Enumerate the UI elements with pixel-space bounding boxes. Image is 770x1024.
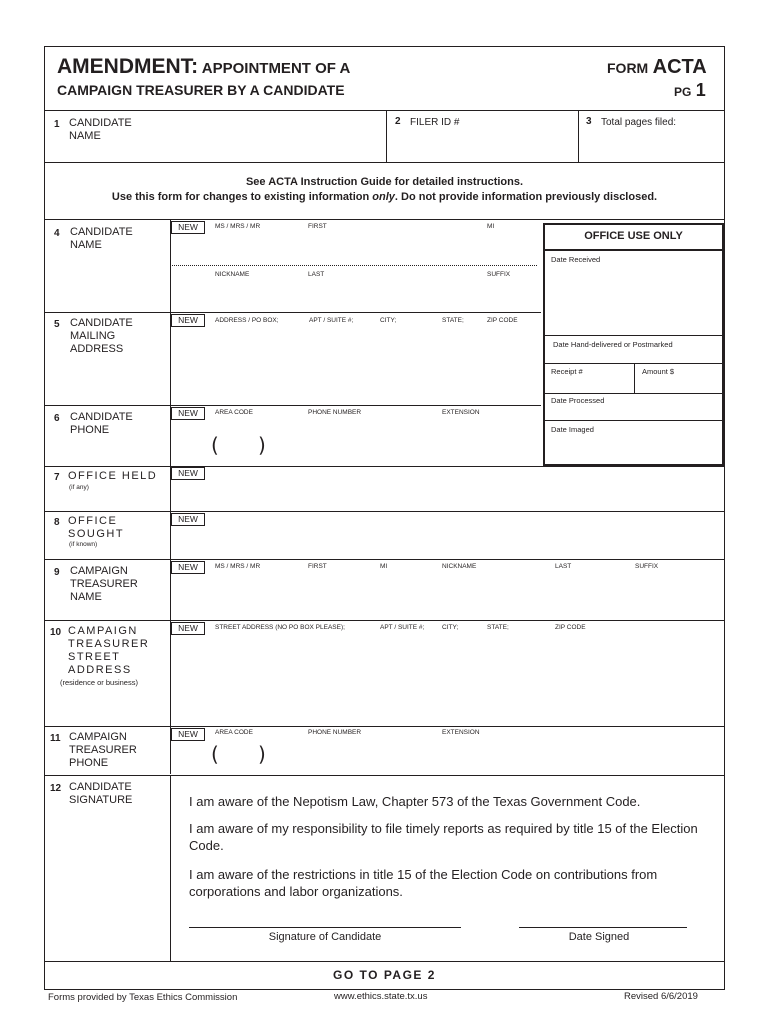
- office-sought-input[interactable]: [210, 515, 720, 555]
- f10-zip: ZIP CODE: [555, 624, 586, 631]
- field-6-new-checkbox[interactable]: NEW: [171, 407, 205, 420]
- f6-paren-close: ): [258, 433, 266, 457]
- office-held-input[interactable]: [210, 470, 720, 508]
- go-to-page-2: GO TO PAGE 2: [333, 968, 436, 982]
- instructions-line-1: See ACTA Instruction Guide for detailed instructions.: [245, 176, 524, 188]
- field-10-label: CAMPAIGN TREASURER STREET ADDRESS: [68, 625, 150, 676]
- footer-left: Forms provided by Texas Ethics Commission: [48, 992, 238, 1003]
- field-6-number: 6: [54, 413, 60, 424]
- field-12-label: CANDIDATE SIGNATURE: [69, 781, 133, 806]
- signature-line[interactable]: [189, 927, 461, 928]
- field-10-sub: (residence or business): [60, 678, 138, 687]
- field-8-new-checkbox[interactable]: NEW: [171, 513, 205, 526]
- field-4-new-checkbox[interactable]: NEW: [171, 221, 205, 234]
- f10-street: STREET ADDRESS (NO PO BOX PLEASE);: [215, 624, 345, 631]
- f9-last: LAST: [555, 563, 572, 570]
- field-8-label: OFFICE SOUGHT: [68, 515, 125, 540]
- office-date-imaged: Date Imaged: [551, 425, 594, 434]
- treasurer-phone-input[interactable]: [222, 742, 532, 770]
- title-amendment: AMENDMENT:: [57, 55, 199, 78]
- f6-ext: EXTENSION: [442, 409, 480, 416]
- field-6-label: CANDIDATE PHONE: [70, 411, 133, 436]
- candidate-address-input[interactable]: [175, 330, 537, 402]
- field-4-number: 4: [54, 228, 60, 239]
- f11-phone: PHONE NUMBER: [308, 729, 362, 736]
- candidate-name-input[interactable]: [160, 112, 384, 161]
- f4-nickname: NICKNAME: [215, 271, 250, 278]
- footer-right: Revised 6/6/2019: [624, 991, 698, 1002]
- field-3-number: 3: [586, 116, 592, 127]
- f6-paren-open: (: [211, 433, 219, 457]
- instr-2b: . Do not provide information previously disclosed.: [394, 191, 658, 203]
- f9-ms: MS / MRS / MR: [215, 563, 261, 570]
- pg-num: 1: [695, 80, 706, 100]
- f6-phone: PHONE NUMBER: [308, 409, 362, 416]
- f4-last: LAST: [308, 271, 325, 278]
- field-2-number: 2: [395, 116, 401, 127]
- office-date-hand: Date Hand-delivered or Postmarked: [553, 340, 673, 349]
- page-number: [674, 80, 706, 101]
- treasurer-name-input[interactable]: [175, 576, 720, 618]
- field-9-label: CAMPAIGN TREASURER NAME: [70, 565, 138, 603]
- f5-address: ADDRESS / PO BOX;: [215, 317, 279, 324]
- filer-id-input[interactable]: [388, 130, 576, 160]
- field-4-label: CANDIDATE NAME: [70, 226, 133, 251]
- f5-apt: APT / SUITE #;: [309, 317, 354, 324]
- f6-area: AREA CODE: [215, 409, 253, 416]
- field-5-label: CANDIDATE MAILING ADDRESS: [70, 317, 133, 355]
- field-8-number: 8: [54, 517, 60, 528]
- form-title: [57, 55, 350, 79]
- form-word: FORM: [607, 60, 649, 76]
- f5-city: CITY;: [380, 317, 397, 324]
- f9-mi: MI: [380, 563, 388, 570]
- field-5-number: 5: [54, 319, 60, 330]
- f9-first: FIRST: [308, 563, 327, 570]
- pg-word: PG: [674, 85, 692, 99]
- field-7-new-checkbox[interactable]: NEW: [171, 467, 205, 480]
- form-code-value: ACTA: [652, 56, 707, 78]
- f5-state: STATE;: [442, 317, 464, 324]
- f9-nickname: NICKNAME: [442, 563, 477, 570]
- field-11-new-checkbox[interactable]: NEW: [171, 728, 205, 741]
- instructions-line-2: [44, 191, 725, 203]
- signature-label: Signature of Candidate: [268, 931, 382, 943]
- statement-nepotism: I am aware of the Nepotism Law, Chapter 573 of the Texas Government Code.: [189, 794, 641, 809]
- field-7-number: 7: [54, 472, 60, 483]
- office-receipt: Receipt #: [551, 367, 583, 376]
- field-11-number: 11: [50, 733, 61, 744]
- f11-ext: EXTENSION: [442, 729, 480, 736]
- f11-paren-close: ): [258, 742, 266, 766]
- instr-2a: Use this form for changes to existing information: [111, 191, 373, 203]
- f11-paren-open: (: [211, 742, 219, 766]
- f10-apt: APT / SUITE #;: [380, 624, 425, 631]
- date-signed-line[interactable]: [519, 927, 687, 928]
- instr-only: only: [372, 191, 395, 203]
- statement-restrictions: I am aware of the restrictions in title 15 of the Election Code on contributions from corporations and labor organizations.: [189, 867, 658, 899]
- f9-suffix: SUFFIX: [635, 563, 659, 570]
- f4-suffix: SUFFIX: [487, 271, 511, 278]
- field-3-label: Total pages filed:: [601, 117, 677, 128]
- field-7-label: OFFICE HELD: [68, 470, 158, 482]
- field-2-label: FILER ID #: [410, 117, 460, 128]
- field-9-number: 9: [54, 567, 60, 578]
- field-10-new-checkbox[interactable]: NEW: [171, 622, 205, 635]
- field-8-sub: (if known): [69, 541, 98, 548]
- field-10-number: 10: [50, 627, 62, 638]
- office-use-title: OFFICE USE ONLY: [584, 230, 683, 242]
- f4-ms: MS / MRS / MR: [215, 223, 261, 230]
- f10-state: STATE;: [487, 624, 509, 631]
- candidate-full-name-input[interactable]: [210, 232, 535, 262]
- f4-first: FIRST: [308, 223, 327, 230]
- f5-zip: ZIP CODE: [487, 317, 518, 324]
- f10-city: CITY;: [442, 624, 459, 631]
- form-subtitle: CAMPAIGN TREASURER BY A CANDIDATE: [57, 82, 345, 98]
- f4-mi: MI: [487, 223, 495, 230]
- office-date-received: Date Received: [551, 255, 601, 264]
- treasurer-address-input[interactable]: [175, 637, 720, 722]
- footer-center[interactable]: www.ethics.state.tx.us: [334, 991, 428, 1002]
- office-amount: Amount $: [642, 367, 675, 376]
- field-7-sub: (if any): [69, 484, 89, 491]
- total-pages-input[interactable]: [580, 130, 722, 160]
- office-date-processed: Date Processed: [551, 396, 605, 405]
- date-signed-label: Date Signed: [568, 931, 630, 943]
- field-11-label: CAMPAIGN TREASURER PHONE: [69, 731, 137, 769]
- candidate-phone-input[interactable]: [222, 432, 532, 460]
- field-1-number: 1: [54, 119, 60, 130]
- statement-reports: I am aware of my responsibility to file timely reports as required by title 15 of the Election Code.: [189, 821, 698, 853]
- field-5-new-checkbox[interactable]: NEW: [171, 314, 205, 327]
- f11-area: AREA CODE: [215, 729, 253, 736]
- field-1-label: CANDIDATE NAME: [69, 117, 132, 142]
- form-code: [607, 56, 707, 79]
- title-rest: APPOINTMENT OF A: [198, 60, 351, 77]
- field-12-number: 12: [50, 783, 62, 794]
- field-9-new-checkbox[interactable]: NEW: [171, 561, 205, 574]
